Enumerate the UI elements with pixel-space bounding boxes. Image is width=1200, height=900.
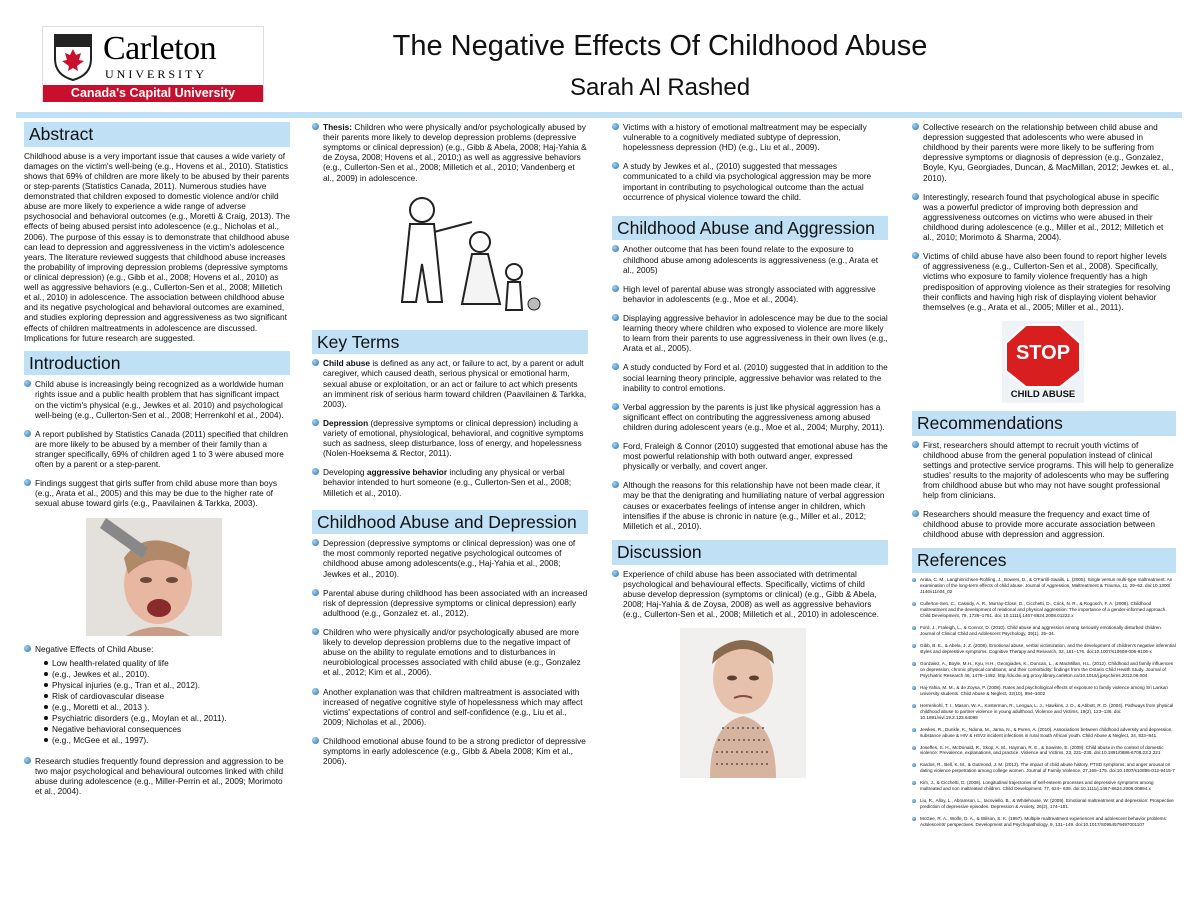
carleton-logo (42, 26, 264, 102)
reference-item: Kim, J., & Cicchetti, D. (2006). Longitudinal trajectories of self-esteem processes and depressive symptoms among maltreated and non maltreated children. Child Development, 77, 624– 639. doi:10.1111/j.1467-8624.2006.00894.x (912, 780, 1176, 792)
list-item: A report published by Statistics Canada (2011) specified that children are more likely to be abused by a member of their family than a stranger specifically, 69% of children aged 1 to 3 were abused more often by a parent or a step-parent. (24, 429, 290, 469)
reference-item: Joseffes, S. H., McDonald, R., Skop, A. M., Hayman, R. E., & Sowinte, E. (2008). Child abuse in the context of domestic violence: Prevalence, explanations, and practice. Violence and Victims, 23, 221–235. doi:10.1891/0886-6708.23.2.221 (912, 745, 1176, 757)
sad-child-image (680, 628, 806, 778)
list-item: Children who were physically and/or psychologically abused are more likely to develop depression problems due to the negative impact of abuse on the ability to regulate emotions and to disturbances in neurobiological processes associated with child abuse (e.g., Gonzalez et al., 2012; Kim et al., 2006). (312, 627, 588, 678)
bullet-icon (24, 430, 31, 437)
bullet-icon (912, 193, 919, 200)
bullet-icon (312, 539, 319, 546)
list-item: Psychiatric disorders (e.g., Moylan et al., 2011). (44, 713, 290, 723)
bullet-icon (612, 314, 619, 321)
maple-leaf-shield-icon (51, 31, 95, 81)
list-item: A study by Jewkes et al., (2010) suggested that messages communicated to a child via psychological aggression may be more important in contributing to psychological outcome than the actual occurrence of physical violence toward the child. (612, 161, 888, 201)
list-item: Researchers should measure the frequency and exact time of childhood abuse to provide more accurate association between childhood abuse with depression and aggression. (912, 509, 1176, 539)
crying-child-image (86, 518, 222, 636)
bullet-icon (612, 285, 619, 292)
bullet-icon (912, 704, 916, 708)
references-heading: References (912, 548, 1176, 573)
bullet-icon (312, 123, 319, 130)
reference-item: Arata, C. M., Langhinrichsen-Rohling, J., Bowers, D., & O'Farrill-Swails, L. (2005). Single versus multi-type maltreatment: An examination of the long-term effects of child abuse. Journal of Aggression, Maltreatment & Trauma, 11, 29–52. doi:10.1300/ J146v11n04_02 (912, 577, 1176, 595)
reference-item: Gonzalez, A., Boyle, M.H., Kyu, H.H., Georgiades, K., Duncan, L., & MacMillan, H.L. (2012). Childhood and family influences on depression, chronic physical conditions, and their comorbidity: findings from the Ontario Child Health Study. Journal of Psychiatric Research 46, 1475–1482. http://dx.doi.org.proxy.library.carleton.ca/10.1016/j.jpsychires.2012.08.004 (912, 661, 1176, 679)
reference-item: Cullerton-Sen, C., Cassidy, A. R., Murray-Close, D., Cicchetti, D., Crick, N. R., & Rogosch, F. A. (2008). Childhood maltreatment and the development of relational and physical aggression: The importance of a gender-informed approach. Child Development, 79, 1736–1751. doi: 10.1111/j.1467-8624.2008.01222.x (912, 601, 1176, 619)
list-item: Another outcome that has been found relate to the exposure to childhood abuse among adolescents is aggressiveness (e.g., Arata et al., 2005) (612, 244, 888, 274)
list-item: Physical injuries (e.g., Tran et al., 2012). (44, 680, 290, 690)
family-illustration (382, 192, 542, 322)
bullet-icon (912, 252, 919, 259)
bullet-icon (24, 645, 31, 652)
effects-list (24, 658, 290, 746)
logo-university: UNIVERSITY (105, 67, 207, 81)
list-item: Ford, Fraleigh & Connor (2010) suggested that emotional abuse has the most powerful relationship with both outward anger, expressed physically or verbally, and covert anger. (612, 441, 888, 471)
logo-name: Carleton (103, 30, 217, 67)
bullet-icon (612, 570, 619, 577)
bullet-icon (312, 737, 319, 744)
depression-heading: Childhood Abuse and Depression (312, 510, 588, 535)
bullet-icon (612, 363, 619, 370)
list-item: Although the reasons for this relationship have not been made clear, it may be that the denigrating and humiliating nature of verbal aggression causes or exacerbates feelings of intense anger in children, which intensifies if the abuse is chronic in nature (e.g., Miller et al., 2012; Milletich et al., 2010). (612, 480, 888, 531)
list-item: Negative behavioral consequences (44, 724, 290, 734)
bullet-icon (312, 359, 319, 366)
list-item-continuation: (e.g., Moretti et al., 2013 ). (44, 702, 290, 712)
list-item: Experience of child abuse has been associated with detrimental psychological and behavioural effects. Specifically, victims of child abuse develop depression (symptoms or clinical) (e.g., Gibb & Abela, 2008; Haj-Yahia & de Zoysa, 2008) as well as aggressive behaviors (e.g., Cullerton-Sen et al., 2008; Milletich et al., 2010) in adolescence. (612, 569, 888, 620)
bullet-icon (912, 686, 916, 690)
bullet-icon (912, 817, 916, 821)
reference-item: Herrenkohl, T. I., Mason, W. A., Kosterman, R., Lengua, L. J., Hawkins, J. D., & Abbott, R. D. (2004). Pathways from physical childhood abuse to partner violence in young adulthood. Violence and Victims, 19(2), 123–136. doi: 10.1891/vivi.19.2.123.64099 (912, 703, 1176, 721)
bullet-icon (912, 763, 916, 767)
list-item: Child abuse is defined as any act, or failure to act, by a parent or adult caregiver, which caused death, serious physical or emotional harm, sexual abuse or exploitation, or an act or failure to act which presents an imminent risk of serious harm toward children (Paavilainen & Tarkka, 2003). (312, 358, 588, 409)
poster-header (0, 0, 1200, 118)
bullet-icon (912, 799, 916, 803)
list-item: Victims of child abuse have also been found to report higher levels of aggressiveness (e.g., Cullerton-Sen et al., 2008). Specifically, victims who exposure to family violence frequently has a high predisposition of approving violence as their strategies for resolving their conflicts and having high risk of displaying violent behavior themselves (e.g., Arata et al., 2005; Miller et al., 2011). (912, 251, 1176, 312)
bullet-icon (912, 728, 916, 732)
bullet-icon (912, 626, 916, 630)
stop-child-abuse-sign (1002, 321, 1084, 403)
bullet-icon (312, 589, 319, 596)
column-2 (312, 122, 588, 775)
bullet-icon (912, 602, 916, 606)
bullet-icon (312, 628, 319, 635)
bullet-icon (912, 510, 919, 517)
bullet-icon (612, 123, 619, 130)
list-item: Collective research on the relationship between child abuse and depression suggested that adolescents who were abused in childhood by their parents were more likely to be suffering from depressive symptoms or diagnosis of depression (e.g., Gonzalez, Boyle, Kyu, Georgiades, Duncan, & MacMillan, 2012; Jewkes et. al., 2010). (912, 122, 1176, 183)
list-item: Developing aggressive behavior including any physical or verbal behavior intended to hurt someone (e.g., Cullerton-Sen et al., 2008; Milletich et al., 2010). (312, 467, 588, 497)
list-item: Interestingly, research found that psychological abuse in specific was a powerful predictor of improving both depression and aggressiveness outcomes on victims who were abused in their childhood during adolescence (e.g., Miller et al., 2012; Milletich et al., 2010; Morimoto & Sharma, 2004). (912, 192, 1176, 243)
bullet-icon (24, 380, 31, 387)
list-item: Findings suggest that girls suffer from child abuse more than boys (e.g., Arata et al., 2005) and this may be due to the higher rate of sexual abuse toward girls (e.g., Paavilainen & Tarkka, 2003). (24, 478, 290, 508)
bullet-icon (312, 688, 319, 695)
list-item: Depression (depressive symptoms or clinical depression) was one of the most commonly reported negative psychological outcomes of childhood abuse among adolescents(e.g., Haj-Yahia et al., 2008; Jewkes et al., 2010). (312, 538, 588, 578)
thesis-text: Children who were physically and/or psychologically abused by their parents more likely to develop depression problems (depressive symptoms or clinical depression) (e.g., Gibb & Abela, 2008; Haj-Yahia & de Zoysa, 2008; Hovens et al., 2010;) as well as aggressive behaviors (e.g., Cullerton-Sen et al., 2008; Milletich et al., 2010; Vandenberg et al., 2009) in adolescence. (323, 122, 587, 183)
abstract-heading: Abstract (24, 122, 290, 147)
column-4 (912, 122, 1176, 834)
list-item: Depression (depressive symptoms or clinical depression) including a variety of emotional, physiological, behavioral, and cognitive symptoms such as sadness, sleep disturbance, loss of energy, and hopelessness (Nolen-Hoeksema & Rector, 2011). (312, 418, 588, 458)
logo-tagline: Canada's Capital University (43, 85, 263, 102)
list-item: Parental abuse during childhood has been associated with an increased risk of depression (depressive symptoms or clinical depression) early adulthood (e.g., Gonzalez et. al., 2012). (312, 588, 588, 618)
poster-author: Sarah Al Rashed (569, 74, 751, 101)
recommendations-heading: Recommendations (912, 411, 1176, 436)
list-item: Another explanation was that children maltreatment is associated with increased of negative cognitive style of hopelessness which may affect victims' expectations of control and self-confidence (e.g., Liu et al., 2009; Nicholas et al., 2006). (312, 687, 588, 727)
abstract-text: Childhood abuse is a very important issue that causes a wide variety of damages on the victim's well-being (e.g., Hovens et al., 2010). Statistics shows that 69% of children are more likely to be abused by their parents or step-parents (Statistics Canada, 2011). Numerous studies have demonstrated that children exposed to domestic violence and/or child abuse are more likely to experience a wide range of adverse psychosocial and behavioral outcomes (e.g., Moretti & Craig, 2013). The effects of being abused persist into adolescence (e.g., Nicholas et al., 2006). The purpose of this essay is to demonstrate that childhood abuse can lead to depression and aggressiveness in the victim's adolescence years. The literature reviewed suggests that childhood abuse increases the probability of improving depression problems (depressive symptoms or clinical depression) (e.g., Gibb et al., 2008; Hovens et al., 2010) as well as aggressive behaviors (e.g., Cullerton-Sen et al., 2008; Milletich et al., 2010) in adolescence. The association between childhood abuse and its negative psychological and behavioral outcomes are examined, and studies exploring depression and aggressiveness as two significant effects of children maltreatments in adolescence are discussed. Implications for future research are suggested. (24, 150, 290, 343)
list-item: Victims with a history of emotional maltreatment may be especially vulnerable to a cognitively mediated subtype of depression, hopelessness depression (HD) (e.g., Liu et al., 2009). (612, 122, 888, 152)
bullet-icon (612, 162, 619, 169)
bullet-icon (912, 578, 916, 582)
list-item: Risk of cardiovascular disease (44, 691, 290, 701)
list-item: Child abuse is increasingly being recognized as a worldwide human rights issue and a public health problem that has significant impact on the victim's physical (e.g., Jewkes et al. 2010) and psychological well-being (e.g., Cullerton-Sen et al., 2008; Herrenkohl et al., 2004). (24, 379, 290, 419)
list-item: Research studies frequently found depression and aggression to be two major psychological and behavioural outcomes linked with child abuse during adolescence (e.g., Miller-Perrin et al., 2009; Morimoto et al., 2004). (24, 756, 290, 796)
header-divider (16, 112, 1182, 118)
bullet-icon (912, 644, 916, 648)
key-terms-heading: Key Terms (312, 330, 588, 355)
list-item: A study conducted by Ford et al. (2010) suggested that in addition to the social learning theory principle, aggressive behavior was related to the inability to control emotions. (612, 362, 888, 392)
list-item-continuation: (e.g., McGee et al., 1997). (44, 735, 290, 745)
introduction-heading: Introduction (24, 351, 290, 376)
column-1 (24, 122, 290, 805)
bullet-icon (612, 442, 619, 449)
reference-item: Liu, R., Alloy, L., Abramson, L., Iacoviello, B., & Whitehouse, W. (2009). Emotional maltreatment and depression: Prospective prediction of depressive episodes. Depression & Anxiety, 26(2), 174–181. (912, 798, 1176, 810)
list-item: Negative Effects of Child Abuse: (24, 644, 290, 654)
discussion-heading: Discussion (612, 540, 888, 565)
bullet-icon (612, 403, 619, 410)
list-item: Childhood emotional abuse found to be a strong predictor of depressive symptoms in early adolescence (e.g., Gibb & Abela 2008; Kim et al., 2006). (312, 736, 588, 766)
list-item-continuation: (e.g., Jewkes et al., 2010). (44, 669, 290, 679)
bullet-icon (912, 781, 916, 785)
thesis-item (312, 122, 588, 183)
bullet-icon (312, 468, 319, 475)
thesis-label: Thesis: (323, 122, 353, 132)
bullet-icon (912, 123, 919, 130)
references-list (912, 577, 1176, 828)
list-item: Verbal aggression by the parents is just like physical aggression has a significant effect on contributing the aggressiveness among abused children during adolescent years (e.g., Moe et al., 2004; Murphy, 2011). (612, 402, 888, 432)
reference-item: Kardos, R., Bell, K. M., & Gutmond, J. M. (2012). The impact of child abuse history, PTSD symptoms, and anger arousal on dating violence perpetration among college women. Journal of Family Violence, 27,165–175. doi:10.1007/s10896-012-9415-7 (912, 762, 1176, 774)
stop-caption: CHILD ABUSE (1010, 388, 1076, 400)
list-item: Displaying aggressive behavior in adolescence may be due to the social learning theory where children who exposed to violence are more likely to learn from their parents to use aggressiveness in their own lives (e.g., Arata et al., 2005). (612, 313, 888, 353)
bullet-icon (24, 479, 31, 486)
stop-word: STOP (1015, 341, 1071, 364)
list-item: Low health-related quality of life (44, 658, 290, 668)
poster-title: The Negative Effects Of Childhood Abuse (392, 30, 928, 62)
bullet-icon (612, 245, 619, 252)
bullet-icon (912, 662, 916, 666)
aggression-heading: Childhood Abuse and Aggression (612, 216, 888, 241)
bullet-icon (24, 757, 31, 764)
column-3 (612, 122, 888, 778)
reference-item: McGee, R. A., Wolfe, D. A., & Wilson, S. K. (1997). Multiple maltreatment experiences and adolescent behavior problems: Adolescents' perspectives. Development and Psychopathology, 9, 131–149. doi:10.1017/S0954579497001107 (912, 816, 1176, 828)
list-item: First, researchers should attempt to recruit youth victims of childhood abuse from the general population instead of clinical settings and protective service programs. This will help to generalize studies' results to the majority of adolescents who may be suffering from childhood abuse but who may not have sought professional help from clinicians. (912, 440, 1176, 501)
list-item: High level of parental abuse was strongly associated with aggressive behavior in adolescents (e.g., Moe et al., 2004). (612, 284, 888, 304)
bullet-icon (912, 441, 919, 448)
reference-item: Gibb, B. E., & Abela, J. Z. (2008). Emotional abuse, verbal victimization, and the development of children's negative inferential styles and depressive symptoms. Cognitive Therapy and Research, 32, 161–176. doi:10.1007/s10608-006-9106-x (912, 643, 1176, 655)
bullet-icon (312, 419, 319, 426)
bullet-icon (912, 746, 916, 750)
reference-item: Ford, J., Fraleigh, L., & Connor, D. (2010). Child abuse and aggression among seriously emotionally disturbed children. Journal of Clinical Child and Adolescent Psychology, 39(1), 25–34. (912, 625, 1176, 637)
reference-item: Haj-Yahia, M. M., & de Zoysa, P. (2008). Rates and psychological effects of exposure to family violence among Sri Lankan university students. Child Abuse & Neglect, 32(10), 994–1002 (912, 685, 1176, 697)
bullet-icon (612, 481, 619, 488)
reference-item: Jewkes, R., Dunkle, K., Nduna, M., Jama, N., & Puren, A. (2010). Associations between childhood adversity and depression, substance abuse & HIV & HSV2 incident infections in rural South African youth. Child Abuse & Neglect, 34, 833–841. (912, 727, 1176, 739)
